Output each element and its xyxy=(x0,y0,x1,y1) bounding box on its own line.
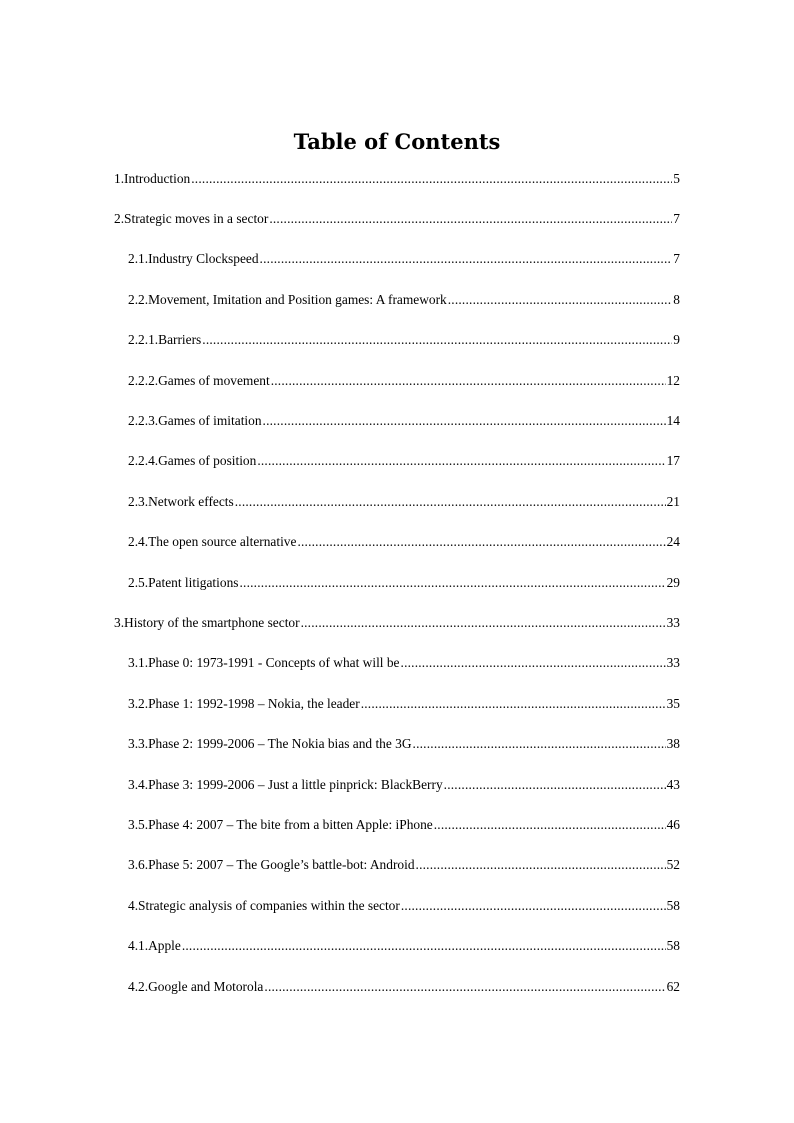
toc-entry-page: 9 xyxy=(673,332,680,347)
toc-entry-title: Games of imitation xyxy=(158,413,262,428)
toc-leader-dots xyxy=(264,977,665,997)
toc-entry-title: Introduction xyxy=(124,171,191,186)
toc-entry-number: 2.2.3. xyxy=(128,413,159,428)
toc-leader-dots xyxy=(235,492,666,512)
toc-entry-number: 3.6. xyxy=(128,857,149,872)
toc-entry[interactable] xyxy=(128,451,680,471)
toc-entry-page: 33 xyxy=(666,615,680,630)
toc-entry[interactable] xyxy=(128,249,680,269)
toc-entry-title: Apple xyxy=(148,938,181,953)
toc-entry-number: 2. xyxy=(114,211,125,226)
toc-entry-page: 52 xyxy=(666,857,680,872)
toc-entry-number: 3.1. xyxy=(128,655,149,670)
toc-leader-dots xyxy=(301,613,666,633)
toc-entry[interactable] xyxy=(128,815,680,835)
toc-leader-dots xyxy=(202,330,672,350)
toc-entry-number: 3.3. xyxy=(128,736,149,751)
toc-entry-title: Network effects xyxy=(148,494,234,509)
toc-entry-page: 17 xyxy=(666,453,680,468)
toc-leader-dots xyxy=(448,290,673,310)
toc-entry-page: 7 xyxy=(673,211,680,226)
toc-entry-title: The open source alternative xyxy=(148,534,297,549)
toc-leader-dots xyxy=(401,896,666,916)
toc-entry-page: 7 xyxy=(673,251,680,266)
toc-entry-title: History of the smartphone sector xyxy=(124,615,300,630)
toc-leader-dots xyxy=(361,694,666,714)
toc-entry-title: Phase 2: 1999-2006 – The Nokia bias and the 3G xyxy=(148,736,412,751)
toc-entry-page: 62 xyxy=(666,979,680,994)
toc-leader-dots xyxy=(416,855,666,875)
toc-entry[interactable] xyxy=(128,492,680,512)
toc-entry-page: 38 xyxy=(666,736,680,751)
toc-entry-number: 3.4. xyxy=(128,777,149,792)
toc-entry-page: 12 xyxy=(666,373,680,388)
toc-entry-page: 46 xyxy=(666,817,680,832)
toc-entry-number: 2.2.4. xyxy=(128,453,159,468)
toc-entry-title: Industry Clockspeed xyxy=(148,251,259,266)
toc-entry-number: 4.1. xyxy=(128,938,149,953)
toc-entry-title: Phase 3: 1999-2006 – Just a little pinprick: BlackBerry xyxy=(148,777,443,792)
toc-entry-title: Strategic analysis of companies within the sector xyxy=(138,898,400,913)
toc-entry-page: 24 xyxy=(666,534,680,549)
toc-leader-dots xyxy=(239,573,665,593)
toc-entry[interactable] xyxy=(128,290,680,310)
toc-entry-number: 2.1. xyxy=(128,251,149,266)
toc-entry-title: Strategic moves in a sector xyxy=(124,211,269,226)
toc-entry-title: Barriers xyxy=(158,332,202,347)
toc-entry-page: 58 xyxy=(666,938,680,953)
toc-entry-page: 58 xyxy=(666,898,680,913)
toc-entry-title: Games of position xyxy=(158,453,257,468)
toc-entry[interactable] xyxy=(128,977,680,997)
toc-entry-number: 3.5. xyxy=(128,817,149,832)
toc-entry[interactable] xyxy=(128,532,680,552)
toc-entry[interactable] xyxy=(114,613,680,633)
page-title: Table of Contents xyxy=(293,129,501,155)
toc-leader-dots xyxy=(271,371,666,391)
toc-entry-page: 5 xyxy=(673,171,680,186)
toc-leader-dots xyxy=(263,411,666,431)
toc-leader-dots xyxy=(297,532,665,552)
toc-entry-page: 33 xyxy=(666,655,680,670)
toc-entry-title: Google and Motorola xyxy=(148,979,264,994)
toc-entry[interactable] xyxy=(114,209,680,229)
toc-entry-number: 2.2.1. xyxy=(128,332,159,347)
toc-entry-number: 1. xyxy=(114,171,125,186)
toc-leader-dots xyxy=(260,249,673,269)
toc-entry-title: Phase 0: 1973-1991 - Concepts of what will be xyxy=(148,655,400,670)
toc-entry-title: Games of movement xyxy=(158,373,270,388)
toc-entry-number: 3. xyxy=(114,615,125,630)
toc-entry[interactable] xyxy=(128,855,680,875)
toc-entry-number: 2.4. xyxy=(128,534,149,549)
toc-entry[interactable] xyxy=(128,371,680,391)
toc-entry-page: 8 xyxy=(673,292,680,307)
toc-entry[interactable] xyxy=(128,573,680,593)
toc-leader-dots xyxy=(401,653,666,673)
toc-leader-dots xyxy=(413,734,666,754)
toc-leader-dots xyxy=(444,775,666,795)
toc-entry[interactable] xyxy=(128,775,680,795)
toc-entry-page: 29 xyxy=(666,575,680,590)
toc-entry[interactable] xyxy=(128,896,680,916)
toc-entry[interactable] xyxy=(128,936,680,956)
toc-entry-number: 3.2. xyxy=(128,696,149,711)
toc-entry[interactable] xyxy=(128,411,680,431)
toc-leader-dots xyxy=(434,815,666,835)
toc-entry-title: Phase 1: 1992-1998 – Nokia, the leader xyxy=(148,696,360,711)
toc-entry-page: 35 xyxy=(666,696,680,711)
toc-entry-page: 43 xyxy=(666,777,680,792)
toc-entry-title: Phase 5: 2007 – The Google’s battle-bot: Android xyxy=(148,857,415,872)
toc-entry-number: 4.2. xyxy=(128,979,149,994)
toc-entry-number: 2.2. xyxy=(128,292,149,307)
toc-entry[interactable] xyxy=(128,653,680,673)
toc-entry-page: 21 xyxy=(666,494,680,509)
toc-leader-dots xyxy=(257,451,665,471)
toc-entry-page: 14 xyxy=(666,413,680,428)
toc-entry-title: Patent litigations xyxy=(148,575,239,590)
toc-entry-number: 2.5. xyxy=(128,575,149,590)
toc-entry[interactable] xyxy=(114,169,680,189)
toc-entry-number: 2.2.2. xyxy=(128,373,159,388)
toc-entry[interactable] xyxy=(128,694,680,714)
toc-entry[interactable] xyxy=(128,734,680,754)
toc-entry-title: Movement, Imitation and Position games: A framework xyxy=(148,292,447,307)
toc-entry-number: 2.3. xyxy=(128,494,149,509)
toc-leader-dots xyxy=(269,209,672,229)
toc-leader-dots xyxy=(191,169,672,189)
toc-entry[interactable] xyxy=(128,330,680,350)
toc-leader-dots xyxy=(182,936,666,956)
toc-entry-title: Phase 4: 2007 – The bite from a bitten Apple: iPhone xyxy=(148,817,433,832)
toc-entry-number: 4. xyxy=(128,898,139,913)
